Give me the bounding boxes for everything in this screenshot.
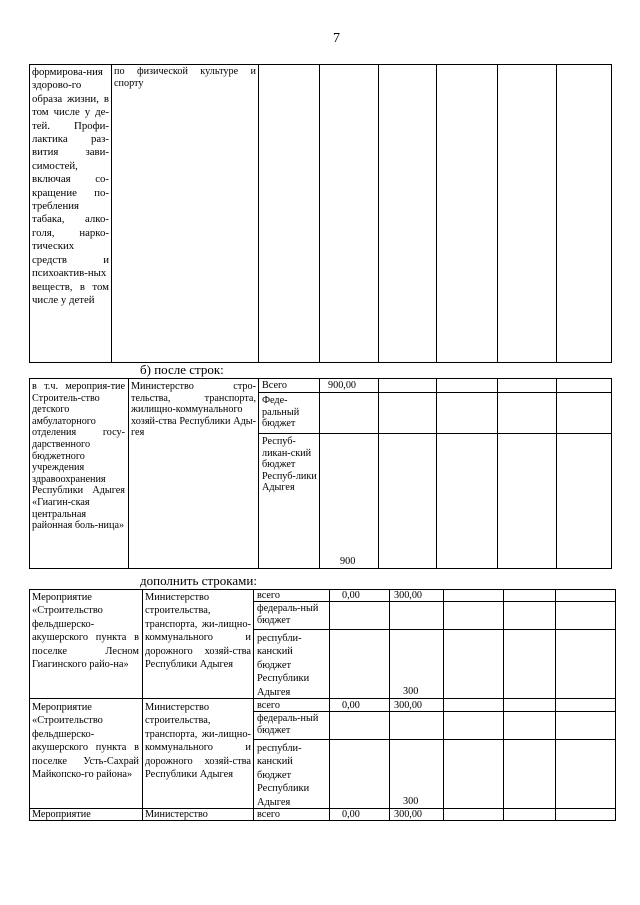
- republic-value: 300: [403, 796, 419, 807]
- value-col-2: 300,00: [394, 809, 423, 820]
- row-label-republic: республи-канский бюджет Республики Адыгея: [257, 633, 310, 698]
- value-col-1: 0,00: [342, 809, 360, 820]
- heading-add-rows: дополнить строками:: [140, 573, 257, 588]
- republic-value: 900: [340, 556, 356, 567]
- value-col-2: 300,00: [394, 700, 423, 711]
- row-label-total: всего: [257, 590, 280, 601]
- measure-description: Мероприятие: [32, 809, 91, 820]
- measure-description: Мероприятие «Строительство фельдшерско-акушерского пункта в поселке Лесном Гиагинского райо-на»: [32, 592, 139, 671]
- executor-name: Министерство строительства, транспорта, жи-лищно-коммунального и дорожного хозяй-ства Республики Адыгея: [145, 592, 251, 671]
- row-label-federal: федераль-ный бюджет: [257, 603, 319, 626]
- row-label-federal: федераль-ный бюджет: [257, 713, 319, 736]
- row-label-total: Всего: [262, 380, 287, 391]
- total-value: 900,00: [328, 380, 357, 391]
- row-label-federal: Феде-ральный бюджет: [262, 395, 300, 430]
- executor-name: Министерство стро-тельства, транспорта, жилищно-коммунального хозяй-ства Республики Ады-гея: [131, 381, 256, 439]
- republic-value: 300: [403, 686, 419, 697]
- heading-after-rows: б) после строк:: [140, 362, 224, 377]
- value-col-1: 0,00: [342, 700, 360, 711]
- row-label-total: всего: [257, 809, 280, 820]
- row-label-republic: Респуб-ликан-ский бюджет Респуб-лики Адыгея: [262, 436, 317, 494]
- executor-name: Министерство строительства, транспорта, жи-лищно-коммунального и дорожного хозяй-ства Республики Адыгея: [145, 702, 251, 781]
- executor-name: по физической культуре и спорту: [114, 66, 256, 89]
- measure-description: в т.ч. мероприя-тие Строитель-ство детского амбулаторного отделения госу-дарственного бюджетного учреждения здравоохранения Республики Адыгея «Гиагин-ская центральная районная боль-ница»: [32, 381, 125, 532]
- page-number: 7: [333, 31, 340, 46]
- row-label-total: всего: [257, 700, 280, 711]
- measure-description: Мероприятие «Строительство фельдшерско-акушерского пункта в поселке Усть-Сахрай Майкопско-го района»: [32, 702, 139, 781]
- value-col-1: 0,00: [342, 590, 360, 601]
- measure-description: формирова-ния здорово-го образа жизни, в том числе у де-тей. Профи-лактика раз-вития зави-симостей, включая со-кращение по-требления табака, алко-голя, нарко-тических средств и психоактив-ных веществ, в том числе у детей: [32, 66, 109, 306]
- row-label-republic: республи-канский бюджет Республики Адыгея: [257, 743, 310, 808]
- value-col-2: 300,00: [394, 590, 423, 601]
- executor-name: Министерство: [145, 809, 208, 820]
